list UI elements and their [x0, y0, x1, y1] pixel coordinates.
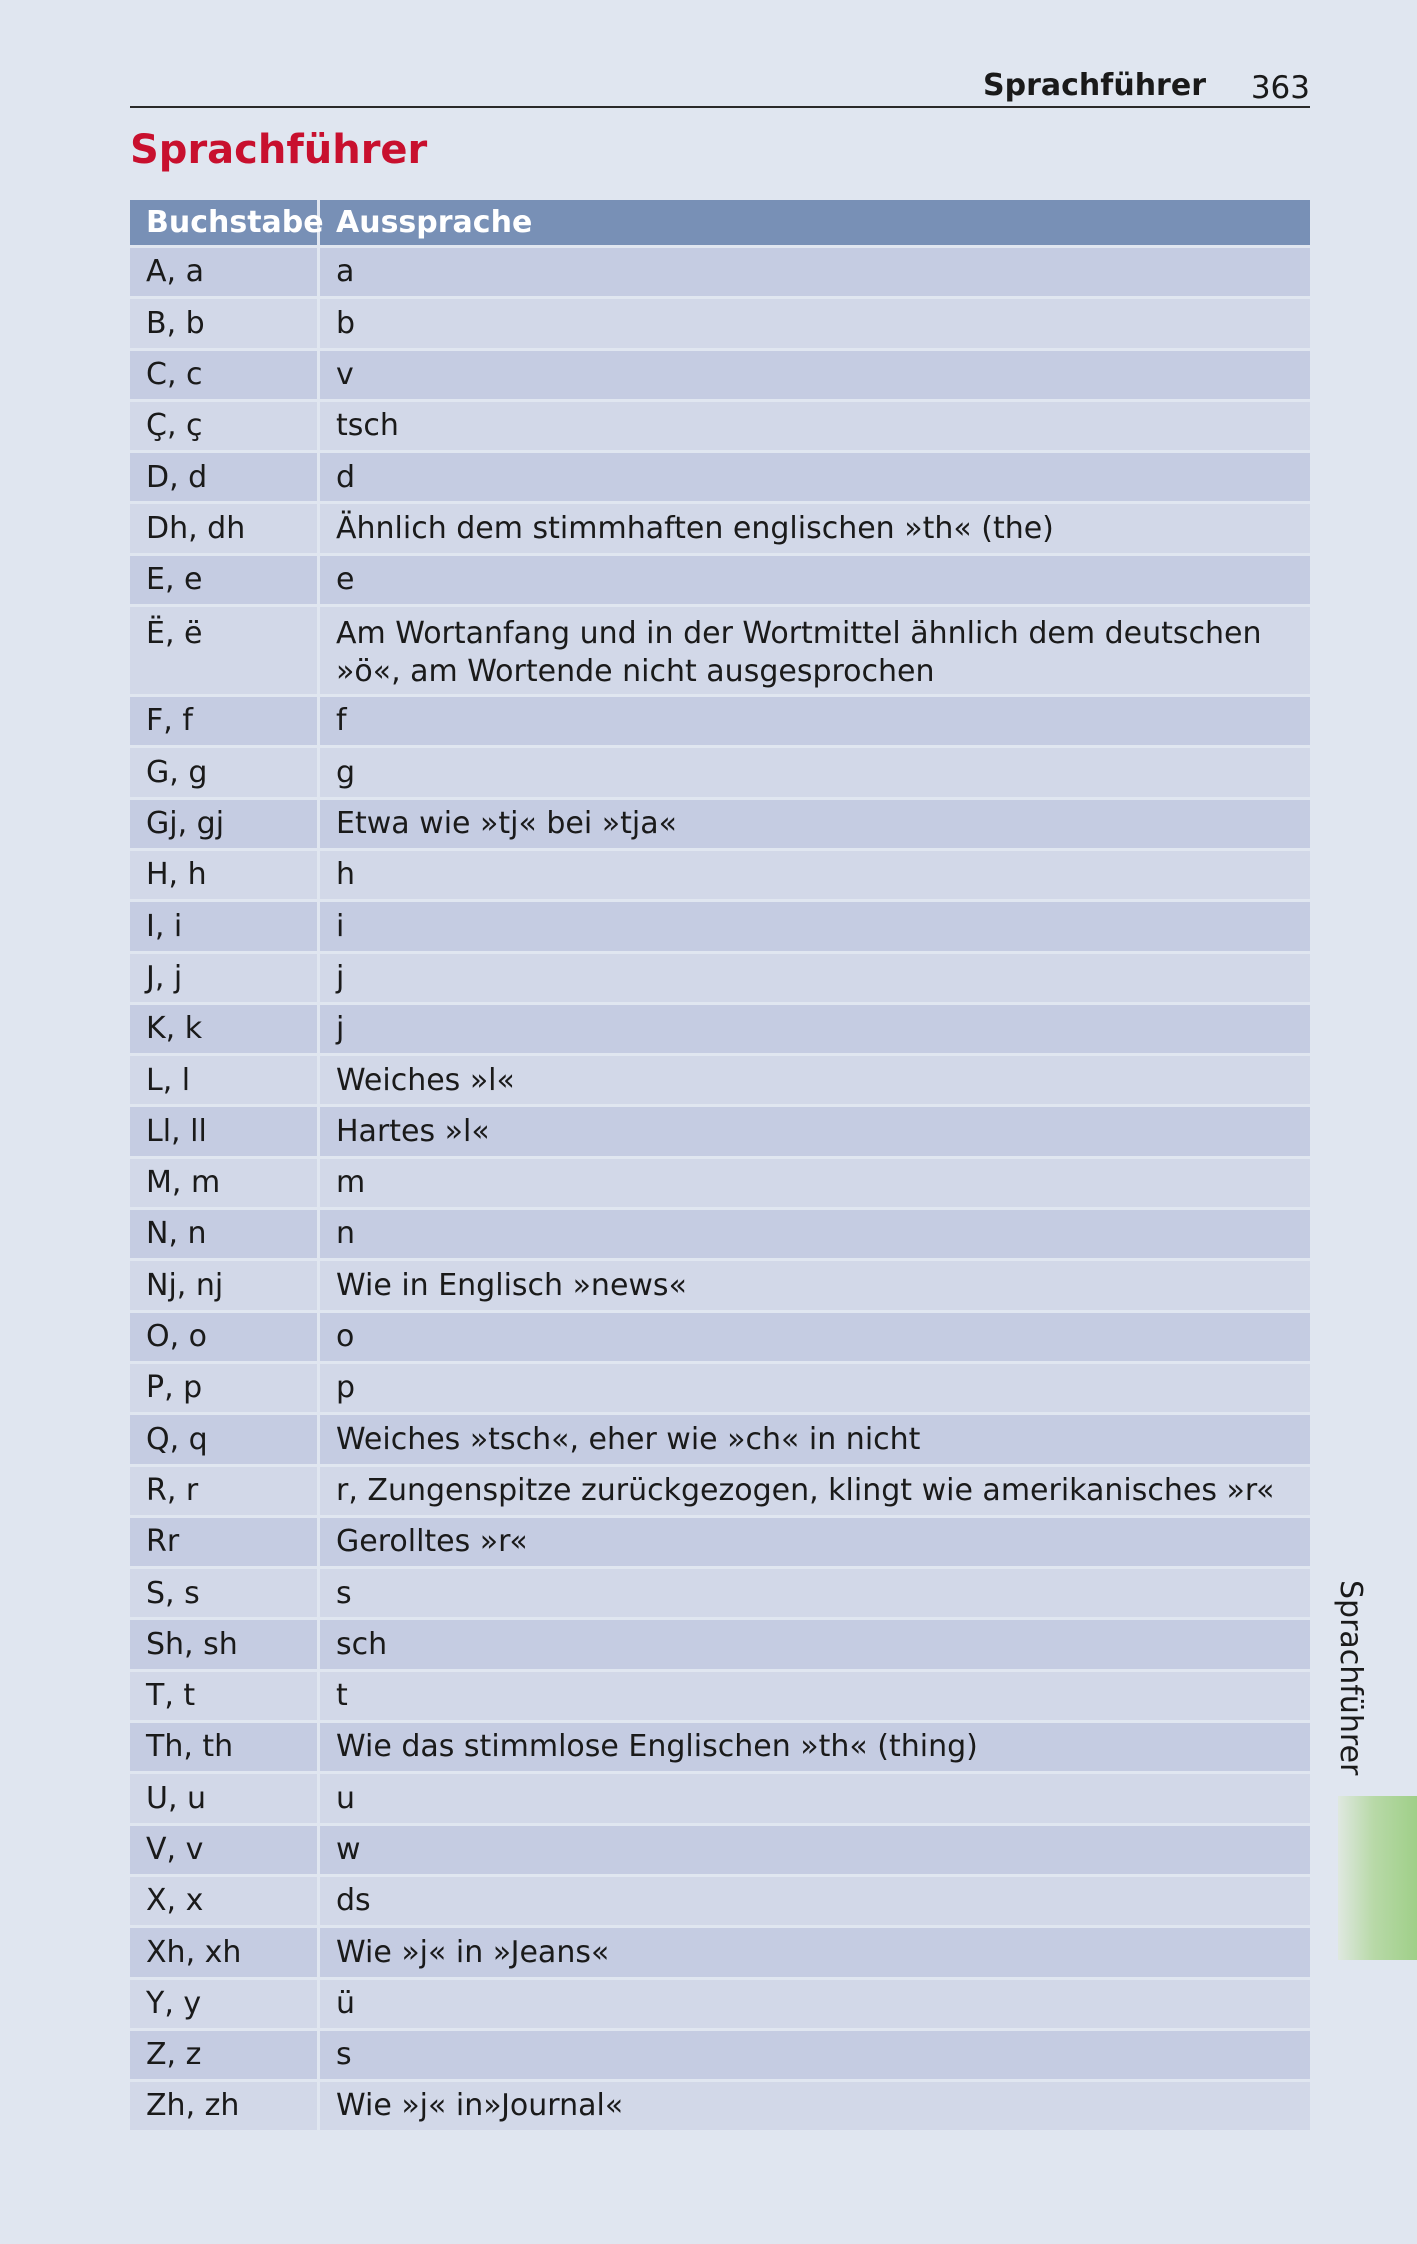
pronunciation-cell: Weiches »tsch«, eher wie »ch« in nicht	[320, 1415, 1310, 1466]
letter-cell: T, t	[130, 1672, 320, 1723]
table-row	[130, 1210, 1310, 1261]
letter-cell: Z, z	[130, 2031, 320, 2082]
table-row	[130, 453, 1310, 504]
pronunciation-cell: p	[320, 1364, 1310, 1415]
letter-cell: Ç, ç	[130, 402, 320, 453]
table-row	[130, 1826, 1310, 1877]
page-title: Sprachführer	[130, 127, 428, 173]
running-title: Sprachführer	[983, 68, 1206, 103]
table-row	[130, 248, 1310, 299]
letter-cell: P, p	[130, 1364, 320, 1415]
table-row	[130, 351, 1310, 402]
letter-cell: Ë, ë	[130, 607, 320, 697]
table-row	[130, 851, 1310, 902]
letter-cell: J, j	[130, 954, 320, 1005]
letter-cell: A, a	[130, 248, 320, 299]
pronunciation-cell: s	[320, 2031, 1310, 2082]
letter-cell: G, g	[130, 748, 320, 799]
side-tab-label: Sprachführer	[1333, 1580, 1368, 1776]
pronunciation-cell: ds	[320, 1877, 1310, 1928]
table-row	[130, 1364, 1310, 1415]
pronunciation-cell: Wie »j« in»Journal«	[320, 2082, 1310, 2133]
table-row	[130, 800, 1310, 851]
letter-cell: I, i	[130, 902, 320, 953]
table-row	[130, 748, 1310, 799]
pronunciation-cell: a	[320, 248, 1310, 299]
column-header-letter: Buchstabe	[130, 200, 320, 248]
table-row	[130, 1620, 1310, 1671]
pronunciation-cell: e	[320, 556, 1310, 607]
pronunciation-cell: Hartes »l«	[320, 1107, 1310, 1158]
pronunciation-cell: sch	[320, 1620, 1310, 1671]
table-row	[130, 1569, 1310, 1620]
letter-cell: Dh, dh	[130, 504, 320, 555]
letter-cell: U, u	[130, 1774, 320, 1825]
pronunciation-cell: u	[320, 1774, 1310, 1825]
table-row	[130, 1980, 1310, 2031]
pronunciation-cell: j	[320, 954, 1310, 1005]
pronunciation-cell: ü	[320, 1980, 1310, 2031]
table-row	[130, 607, 1310, 697]
pronunciation-cell: h	[320, 851, 1310, 902]
table-row	[130, 1723, 1310, 1774]
table-body	[130, 248, 1310, 2133]
table-row	[130, 697, 1310, 748]
letter-cell: S, s	[130, 1569, 320, 1620]
letter-cell: Xh, xh	[130, 1928, 320, 1979]
pronunciation-cell: b	[320, 299, 1310, 350]
letter-cell: Sh, sh	[130, 1620, 320, 1671]
pronunciation-cell: Am Wortanfang und in der Wortmittel ähnlich dem deutschen »ö«, am Wortende nicht ausgesprochen	[320, 607, 1310, 697]
table-row	[130, 1005, 1310, 1056]
pronunciation-cell: Wie das stimmlose Englischen »th« (thing)	[320, 1723, 1310, 1774]
letter-cell: M, m	[130, 1159, 320, 1210]
pronunciation-cell: Wie in Englisch »news«	[320, 1261, 1310, 1312]
pronunciation-cell: Gerolltes »r«	[320, 1518, 1310, 1569]
table-row	[130, 1056, 1310, 1107]
letter-cell: Rr	[130, 1518, 320, 1569]
letter-cell: N, n	[130, 1210, 320, 1261]
pronunciation-cell: o	[320, 1313, 1310, 1364]
table-row	[130, 1518, 1310, 1569]
pronunciation-cell: f	[320, 697, 1310, 748]
pronunciation-cell: Ähnlich dem stimmhaften englischen »th« (the)	[320, 504, 1310, 555]
letter-cell: R, r	[130, 1467, 320, 1518]
table-row	[130, 402, 1310, 453]
pronunciation-cell: d	[320, 453, 1310, 504]
pronunciation-cell: Wie »j« in »Jeans«	[320, 1928, 1310, 1979]
letter-cell: X, x	[130, 1877, 320, 1928]
table-row	[130, 902, 1310, 953]
pronunciation-cell: j	[320, 1005, 1310, 1056]
table-row	[130, 1774, 1310, 1825]
pronunciation-cell: tsch	[320, 402, 1310, 453]
table-row	[130, 1313, 1310, 1364]
table-row	[130, 504, 1310, 555]
pronunciation-cell: m	[320, 1159, 1310, 1210]
table-row	[130, 1107, 1310, 1158]
page-number: 363	[1250, 70, 1310, 106]
letter-cell: K, k	[130, 1005, 320, 1056]
letter-cell: V, v	[130, 1826, 320, 1877]
table-row	[130, 954, 1310, 1005]
table-row	[130, 1261, 1310, 1312]
pronunciation-cell: i	[320, 902, 1310, 953]
letter-cell: C, c	[130, 351, 320, 402]
table-header-row	[130, 200, 1310, 248]
letter-cell: F, f	[130, 697, 320, 748]
table-row	[130, 2082, 1310, 2133]
side-color-tab	[1338, 1796, 1417, 1960]
pronunciation-cell: v	[320, 351, 1310, 402]
pronunciation-cell: Weiches »l«	[320, 1056, 1310, 1107]
pronunciation-cell: t	[320, 1672, 1310, 1723]
table-row	[130, 1415, 1310, 1466]
letter-cell: O, o	[130, 1313, 320, 1364]
pronunciation-cell: Etwa wie »tj« bei »tja«	[320, 800, 1310, 851]
running-header	[130, 62, 1310, 108]
letter-cell: L, l	[130, 1056, 320, 1107]
table-row	[130, 1877, 1310, 1928]
letter-cell: D, d	[130, 453, 320, 504]
table-row	[130, 1467, 1310, 1518]
table-row	[130, 299, 1310, 350]
table-row	[130, 2031, 1310, 2082]
letter-cell: Y, y	[130, 1980, 320, 2031]
table-row	[130, 556, 1310, 607]
letter-cell: Nj, nj	[130, 1261, 320, 1312]
pronunciation-table	[130, 200, 1310, 2133]
letter-cell: Th, th	[130, 1723, 320, 1774]
letter-cell: Zh, zh	[130, 2082, 320, 2133]
pronunciation-cell: n	[320, 1210, 1310, 1261]
pronunciation-cell: g	[320, 748, 1310, 799]
pronunciation-cell: s	[320, 1569, 1310, 1620]
letter-cell: B, b	[130, 299, 320, 350]
column-header-pronunciation: Aussprache	[320, 200, 1310, 248]
letter-cell: Ll, ll	[130, 1107, 320, 1158]
letter-cell: H, h	[130, 851, 320, 902]
letter-cell: Gj, gj	[130, 800, 320, 851]
pronunciation-cell: w	[320, 1826, 1310, 1877]
pronunciation-cell: r, Zungenspitze zurückgezogen, klingt wie amerikanisches »r«	[320, 1467, 1310, 1518]
table-row	[130, 1928, 1310, 1979]
letter-cell: E, e	[130, 556, 320, 607]
letter-cell: Q, q	[130, 1415, 320, 1466]
table-row	[130, 1159, 1310, 1210]
table-row	[130, 1672, 1310, 1723]
